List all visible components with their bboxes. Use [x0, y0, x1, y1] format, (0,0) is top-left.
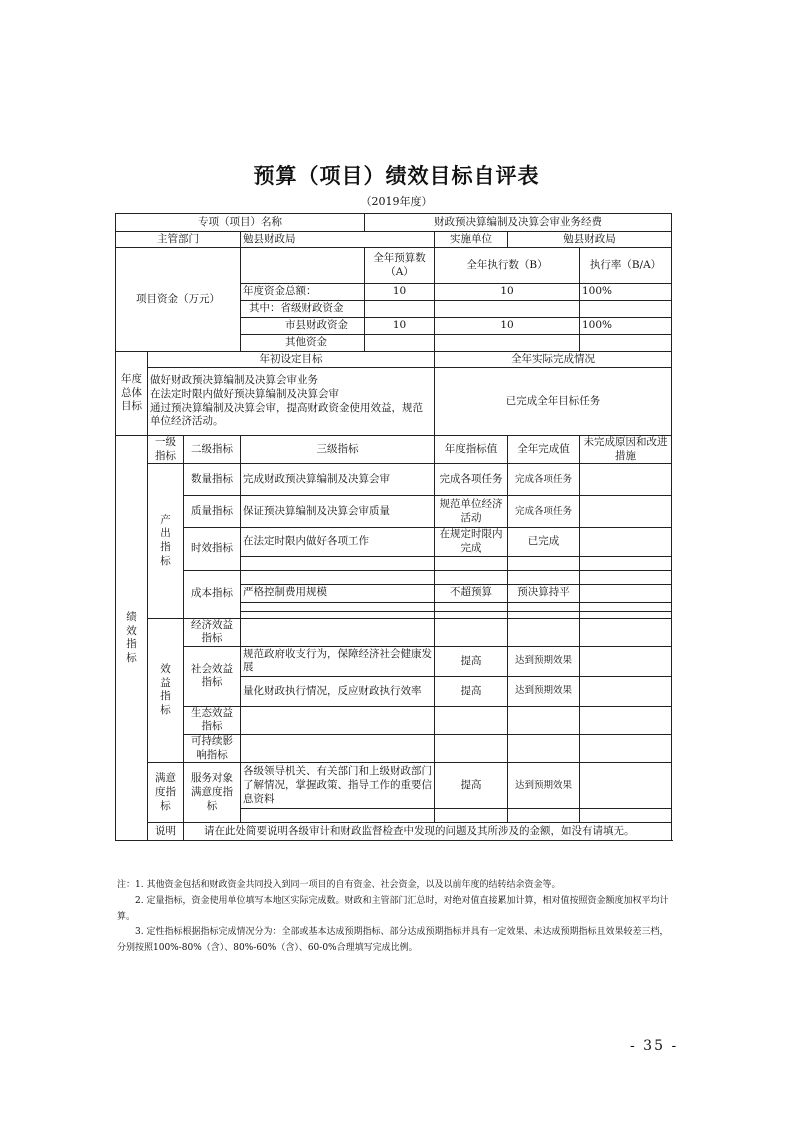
- cost-blank-3: [241, 611, 435, 618]
- funds-city-exec: 10: [435, 318, 580, 335]
- unit-label: 实施单位: [435, 232, 508, 248]
- time-complete-blank: [508, 556, 580, 570]
- cost-label: 成本指标: [184, 570, 241, 618]
- funds-other-budget: [365, 335, 435, 352]
- footnotes: [117, 878, 673, 957]
- social-label: 社会效益指标: [184, 646, 241, 706]
- goals-label: 年度总体目标: [116, 352, 148, 436]
- funds-col-rate: 执行率（B/A）: [580, 248, 672, 284]
- ind-h-level2: 二级指标: [184, 436, 241, 464]
- eco-target: [435, 706, 508, 734]
- page-title: 预算（项目）绩效目标自评表: [253, 163, 540, 188]
- time-target: 在规定时限内完成: [435, 528, 508, 556]
- funds-other-rate: [580, 335, 672, 352]
- econ-reason: [580, 618, 672, 646]
- service-reason: [580, 763, 672, 809]
- note-3: 3. 定性指标根据指标完成情况分为：全部或基本达成预期指标、部分达成预期指标并具有一定效果、未达成预期指标且效果较差三档，分别按照100%-80%（含）、80%-60%（含）、60-0%合理填写完成比例。: [117, 927, 669, 953]
- sustain-label: 可持续影响指标: [184, 735, 241, 763]
- eco-reason: [580, 706, 672, 734]
- cost-blank-reason-2: [580, 602, 672, 611]
- service-text: 各级领导机关、有关部门和上级财政部门了解情况，掌握政策、指导工作的重要信息资料: [241, 763, 435, 809]
- sustain-target: [435, 735, 508, 763]
- time-target-blank: [435, 556, 508, 570]
- cost-reason: [580, 584, 672, 602]
- service-target: 提高: [435, 763, 508, 809]
- sustain-text: [241, 735, 435, 763]
- funds-total-budget: 10: [365, 284, 435, 301]
- qty-complete: 完成各项任务: [508, 464, 580, 496]
- econ-target: [435, 618, 508, 646]
- sustain-complete: [508, 735, 580, 763]
- funds-total-label: 年度资金总额：: [241, 284, 365, 301]
- funds-other-exec: [435, 335, 580, 352]
- time-reason: [580, 528, 672, 556]
- project-name-label: 专项（项目）名称: [116, 214, 365, 232]
- funds-prov-exec: [435, 301, 580, 318]
- goals-initial-text: [148, 368, 435, 436]
- funds-prov-rate: [580, 301, 672, 318]
- funds-other-label: 其他资金: [241, 335, 365, 352]
- quality-complete: 完成各项任务: [508, 496, 580, 528]
- goals-initial-line-1: 做好财政预决算编制及决算会审业务: [150, 374, 318, 387]
- service-blank-text: [241, 809, 435, 823]
- funds-city-budget: 10: [365, 318, 435, 335]
- social-complete-1: 达到预期效果: [508, 646, 580, 676]
- qty-label: 数量指标: [184, 464, 241, 496]
- time-text-blank: [241, 556, 435, 570]
- social-target-2: 提高: [435, 676, 508, 706]
- cost-blank-reason-3: [580, 611, 672, 618]
- qty-text: 完成财政预决算编制及决算会审: [241, 464, 435, 496]
- cost-blank-complete-1: [508, 570, 580, 584]
- goals-initial-line-3: 通过预决算编制及决算会审，提高财政资金使用效益，规范单位经济活动。: [150, 401, 423, 428]
- ind-h-target: 年度指标值: [435, 436, 508, 464]
- econ-complete: [508, 618, 580, 646]
- ind-h-level1: 一级指标: [148, 436, 184, 464]
- cost-text: 严格控制费用规模: [241, 584, 435, 602]
- funds-header-blank: [241, 248, 365, 284]
- cost-complete: 预决算持平: [508, 584, 580, 602]
- quality-target: 规范单位经济活动: [435, 496, 508, 528]
- goals-initial-header: 年初设定目标: [148, 352, 435, 368]
- cost-blank-target-3: [435, 611, 508, 618]
- quality-reason: [580, 496, 672, 528]
- cost-blank-target-1: [435, 570, 508, 584]
- cost-blank-reason-1: [580, 570, 672, 584]
- satisfaction-label: 满意度指标: [148, 763, 184, 823]
- service-complete: 达到预期效果: [508, 763, 580, 809]
- cost-blank-2: [241, 602, 435, 611]
- time-reason-blank: [580, 556, 672, 570]
- cost-target: 不超预算: [435, 584, 508, 602]
- cost-blank-complete-2: [508, 602, 580, 611]
- econ-text: [241, 618, 435, 646]
- service-blank-reason: [580, 809, 672, 823]
- service-blank-complete: [508, 809, 580, 823]
- time-text: 在法定时限内做好各项工作: [241, 528, 435, 556]
- quality-label: 质量指标: [184, 496, 241, 528]
- project-name-value: 财政预决算编制及决算会审业务经费: [365, 214, 672, 232]
- quality-text: 保证预决算编制及决算会审质量: [241, 496, 435, 528]
- cost-blank-complete-3: [508, 611, 580, 618]
- goals-actual-text: 已完成全年目标任务: [435, 368, 672, 436]
- explain-text: 请在此处简要说明各级审计和财政监督检查中发现的问题及其所涉及的金额，如没有请填无。: [184, 823, 672, 841]
- funds-prov-label: 其中：省级财政资金: [241, 301, 365, 318]
- explain-label: 说明: [148, 823, 184, 841]
- self-evaluation-table: [115, 213, 672, 841]
- note-1: 注：1. 其他资金包括和财政资金共同投入到同一项目的自有资金、社会资金，以及以前年度的结转结余资金等。: [117, 880, 561, 890]
- indicators-label: 绩效指标: [116, 436, 148, 841]
- dept-value: 勉县财政局: [241, 232, 435, 248]
- service-label: 服务对象满意度指标: [184, 763, 241, 823]
- eco-label: 生态效益指标: [184, 706, 241, 734]
- econ-label: 经济效益指标: [184, 618, 241, 646]
- eco-complete: [508, 706, 580, 734]
- time-label: 时效指标: [184, 528, 241, 570]
- social-text-2: 量化财政执行情况，反应财政执行效率: [241, 676, 435, 706]
- qty-reason: [580, 464, 672, 496]
- qty-target: 完成各项任务: [435, 464, 508, 496]
- funds-prov-budget: [365, 301, 435, 318]
- service-blank-target: [435, 809, 508, 823]
- funds-label: 项目资金（万元）: [116, 248, 241, 352]
- note-2: 2. 定量指标，资金使用单位填写本地区实际完成数。财政和主管部门汇总时，对绝对值直接累加计算，相对值按照资金额度加权平均计算。: [117, 895, 669, 922]
- sustain-reason: [580, 735, 672, 763]
- unit-value: 勉县财政局: [508, 232, 672, 248]
- page-number: - 35 -: [630, 1038, 679, 1054]
- goals-actual-header: 全年实际完成情况: [435, 352, 672, 368]
- social-reason-1: [580, 646, 672, 676]
- social-target-1: 提高: [435, 646, 508, 676]
- funds-col-exec: 全年执行数（B）: [435, 248, 580, 284]
- time-complete: 已完成: [508, 528, 580, 556]
- cost-blank-target-2: [435, 602, 508, 611]
- year-subtitle: （2019年度）: [360, 195, 433, 208]
- cost-blank-1: [241, 570, 435, 584]
- social-complete-2: 达到预期效果: [508, 676, 580, 706]
- funds-total-rate: 100%: [580, 284, 672, 301]
- eco-text: [241, 706, 435, 734]
- ind-h-complete: 全年完成值: [508, 436, 580, 464]
- funds-city-label: 市县财政资金: [241, 318, 365, 335]
- funds-total-exec: 10: [435, 284, 580, 301]
- goals-initial-line-2: 在法定时限内做好预决算编制及决算会审: [150, 387, 339, 400]
- funds-col-budget: 全年预算数（A）: [365, 248, 435, 284]
- social-text-1: 规范政府收支行为，保障经济社会健康发展: [241, 646, 435, 676]
- funds-city-rate: 100%: [580, 318, 672, 335]
- ind-h-reason: 未完成原因和改进措施: [580, 436, 672, 464]
- ind-h-level3: 三级指标: [241, 436, 435, 464]
- dept-label: 主管部门: [116, 232, 241, 248]
- output-label: 产出指标: [148, 464, 184, 618]
- benefit-label: 效益指标: [148, 618, 184, 763]
- social-reason-2: [580, 676, 672, 706]
